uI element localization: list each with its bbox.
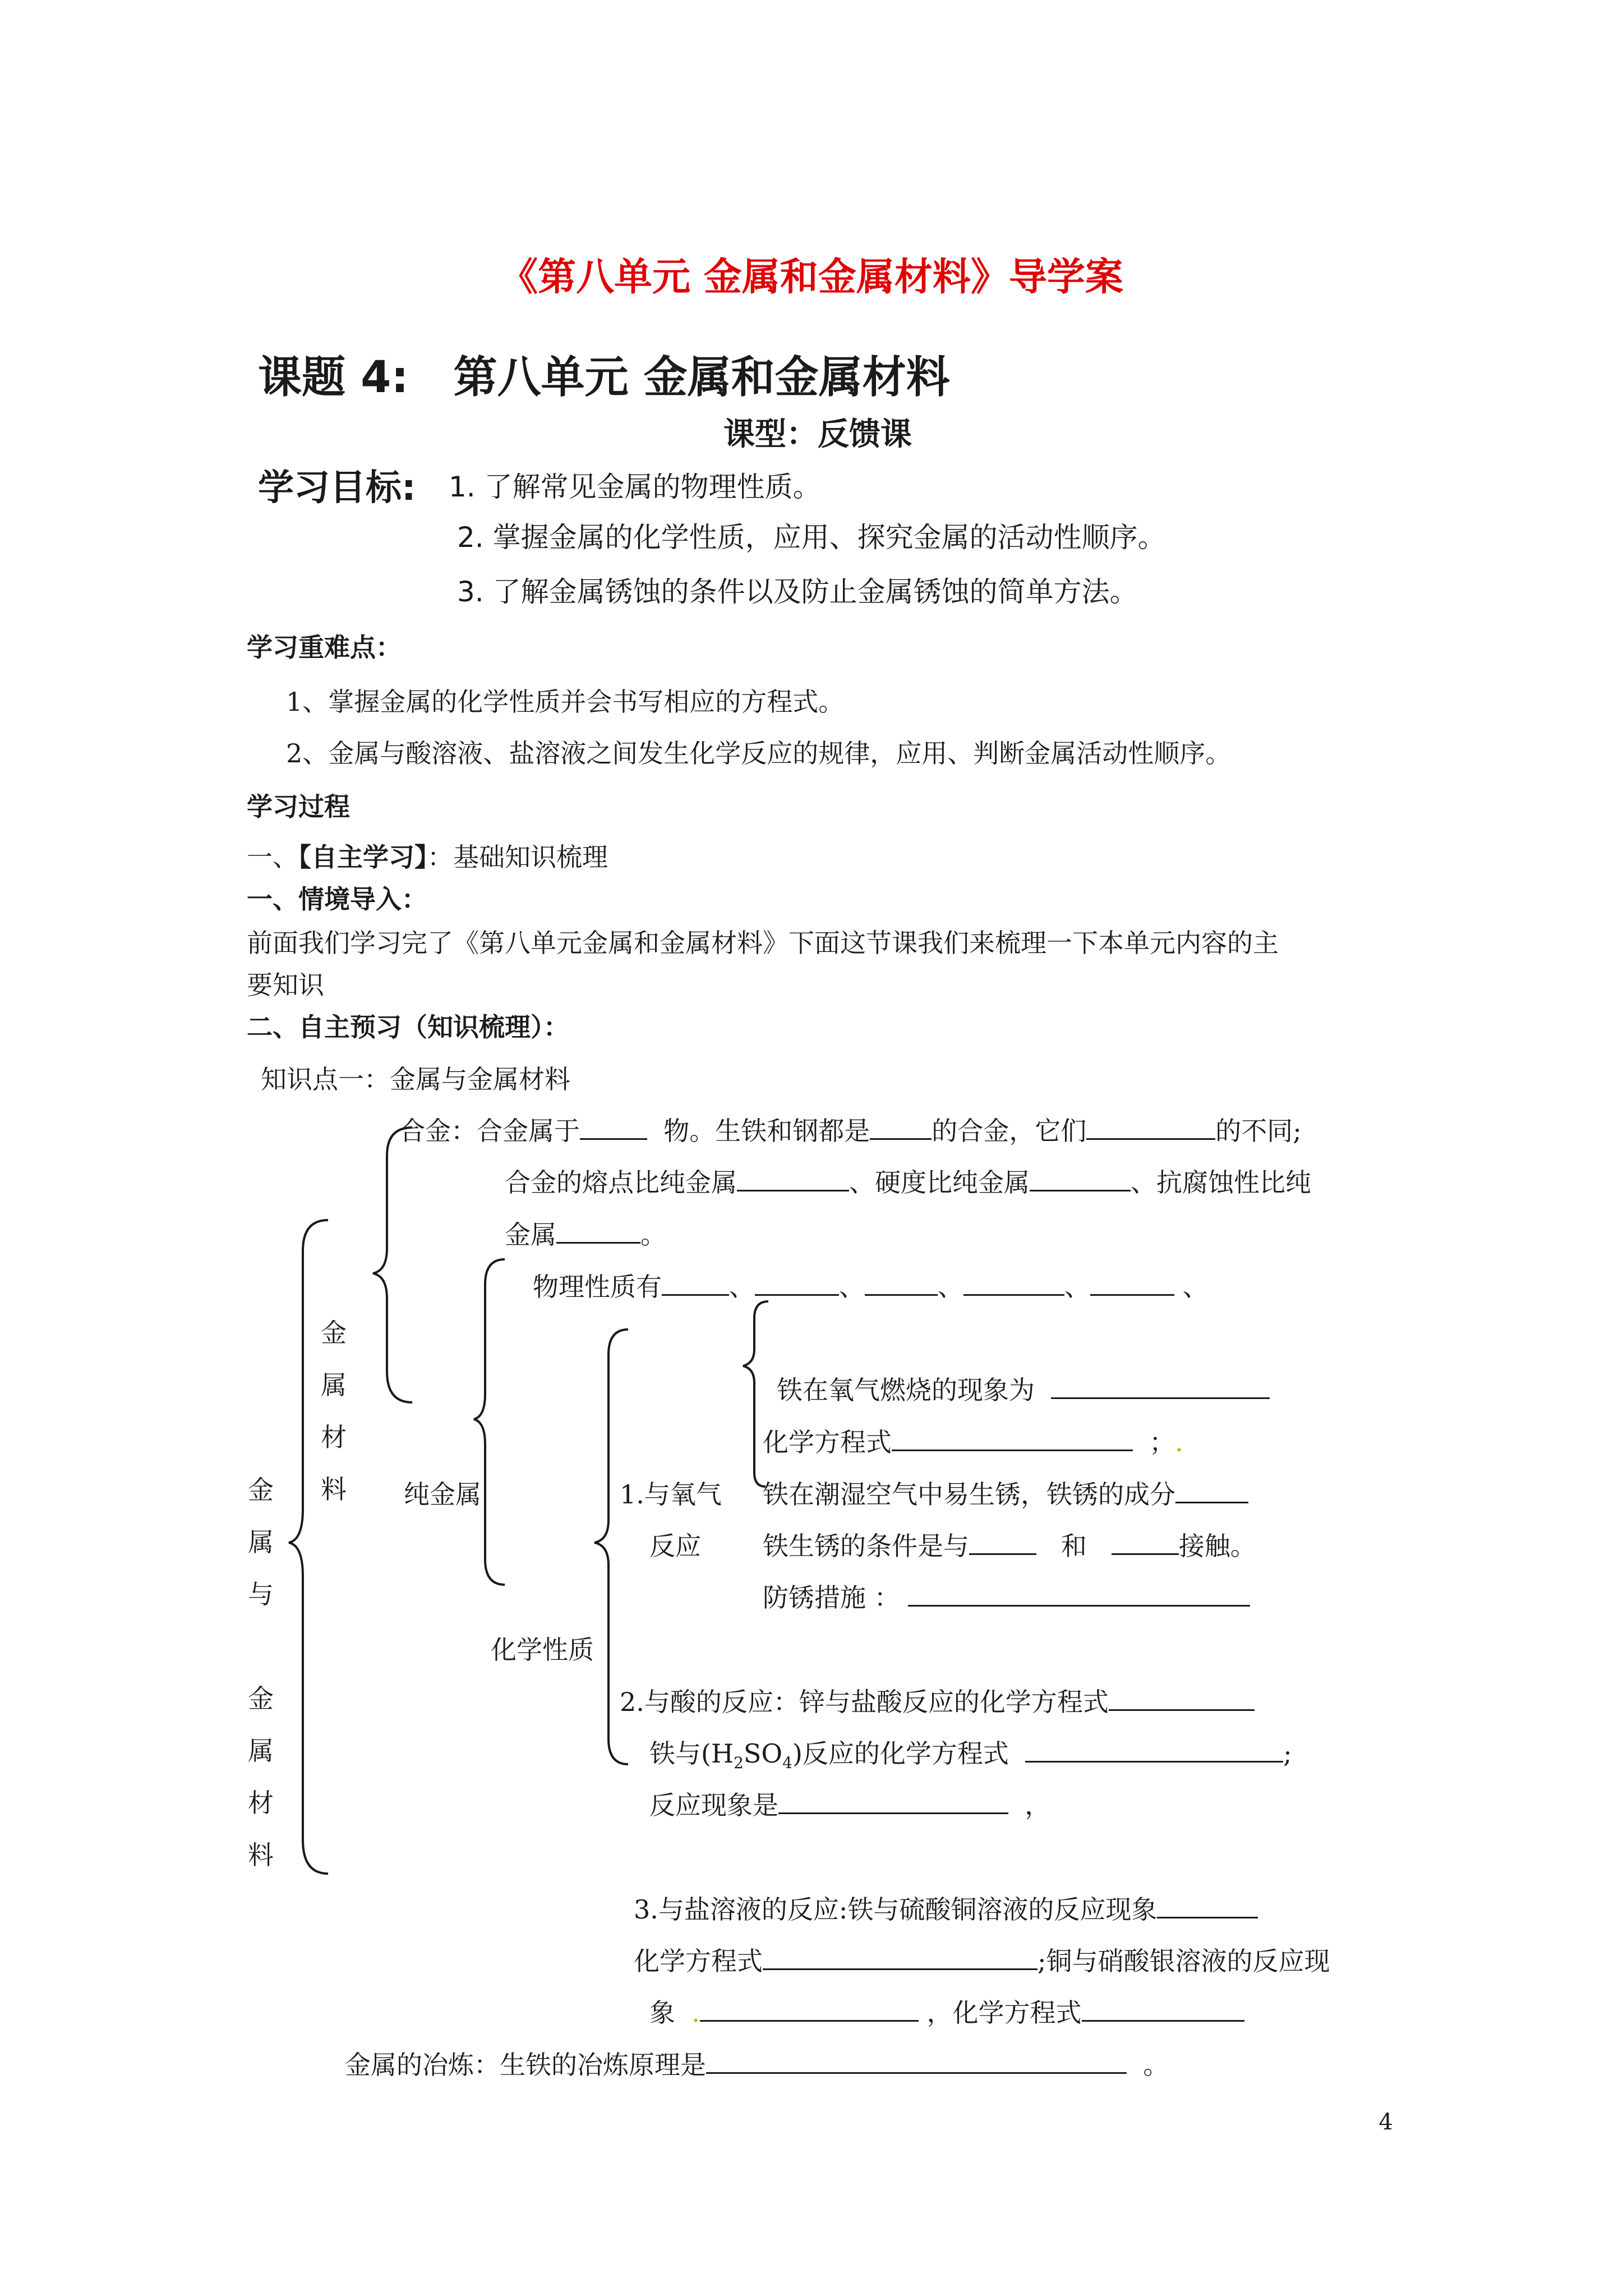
- oxygen-label: 1.与氧气: [620, 1479, 722, 1510]
- page-number: 4: [1378, 2109, 1393, 2135]
- pure-brace: [474, 1259, 505, 1585]
- alloy-line-1: 合金：合金属于 物。生铁和钢都是 的合金，它们 的不同;: [399, 1111, 1302, 1148]
- smelting: 金属的冶炼：生铁的冶炼原理是 。: [345, 2045, 1169, 2082]
- root-label: 金 属 与 金 属 材 料: [248, 1475, 274, 1870]
- chemical-properties-label: 化学性质: [491, 1635, 594, 1665]
- goals-heading: 学习目标:: [258, 467, 416, 509]
- lesson-type: 课型：反馈课: [723, 416, 912, 453]
- alloy-line-3: 金属 。: [505, 1214, 666, 1251]
- pure-metal-label: 纯金属: [404, 1479, 481, 1510]
- intro-text-cont: 要知识: [247, 970, 324, 1000]
- goal-item: 1. 了解常见金属的物理性质。: [449, 471, 821, 503]
- key-point-item: 1、掌握金属的化学性质并会书写相应的方程式。: [286, 687, 845, 717]
- salt-reaction-line-3: 象 . ，化学方程式: [649, 1993, 1244, 2030]
- acid-reaction-line-1: 2.与酸的反应：锌与盐酸反应的化学方程式: [620, 1682, 1255, 1719]
- key-point-item: 2、金属与酸溶液、盐溶液之间发生化学反应的规律，应用、判断金属活动性顺序。: [286, 738, 1232, 769]
- salt-reaction-line-2: 化学方程式 ;铜与硝酸银溶液的反应现: [634, 1941, 1330, 1978]
- goal-item: 3. 了解金属锈蚀的条件以及防止金属锈蚀的简单方法。: [457, 576, 1138, 608]
- acid-reaction-line-2: 铁与$(H_2SO_4)$反应的化学方程式 ;: [649, 1733, 1292, 1772]
- salt-reaction-line-1: 3.与盐溶液的反应:铁与硫酸铜溶液的反应现象: [634, 1889, 1258, 1926]
- intro-text: 前面我们学习完了《第八单元金属和金属材料》下面这节课我们来梳理一下本单元内容的主: [247, 928, 1279, 958]
- iron-rust: 铁在潮湿空气中易生锈，铁锈的成分: [763, 1474, 1248, 1511]
- process-heading: 学习过程: [247, 792, 350, 822]
- goal-item: 2. 掌握金属的化学性质，应用、探究金属的活动性顺序。: [457, 521, 1166, 554]
- lesson-label: 课题 4:: [258, 352, 409, 403]
- iron-burn: 铁在氧气燃烧的现象为: [777, 1370, 1270, 1407]
- rust-prevention: 防锈措施 ：: [763, 1577, 1250, 1614]
- material-brace: [373, 1128, 412, 1402]
- knowledge-point: 知识点一：金属与金属材料: [261, 1064, 570, 1094]
- self-study-heading: 一、【自主学习】：基础知识梳理: [247, 842, 608, 872]
- oxygen-label-cont: 反应: [649, 1531, 701, 1561]
- iron-burn-equation: 化学方程式 ；.: [763, 1422, 1183, 1459]
- rust-conditions: 铁生锈的条件是与 和 接触。: [763, 1526, 1256, 1563]
- material-label: 金 属 材 料: [321, 1318, 347, 1504]
- preview-heading: 二、自主预习（知识梳理）：: [247, 1012, 569, 1042]
- key-points-heading: 学习重难点：: [247, 632, 402, 662]
- intro-heading: 一、情境导入：: [247, 884, 427, 914]
- physical-properties: 物理性质有 、 、 、 、 、: [533, 1267, 1209, 1304]
- page-title: 《第八单元 金属和金属材料》导学案: [500, 255, 1123, 300]
- alloy-line-2: 合金的熔点比纯金属 、硬度比纯金属 、抗腐蚀性比纯: [505, 1162, 1311, 1199]
- lesson-name: 第八单元 金属和金属材料: [453, 352, 950, 403]
- acid-reaction-line-3: 反应现象是 ，: [649, 1785, 1050, 1822]
